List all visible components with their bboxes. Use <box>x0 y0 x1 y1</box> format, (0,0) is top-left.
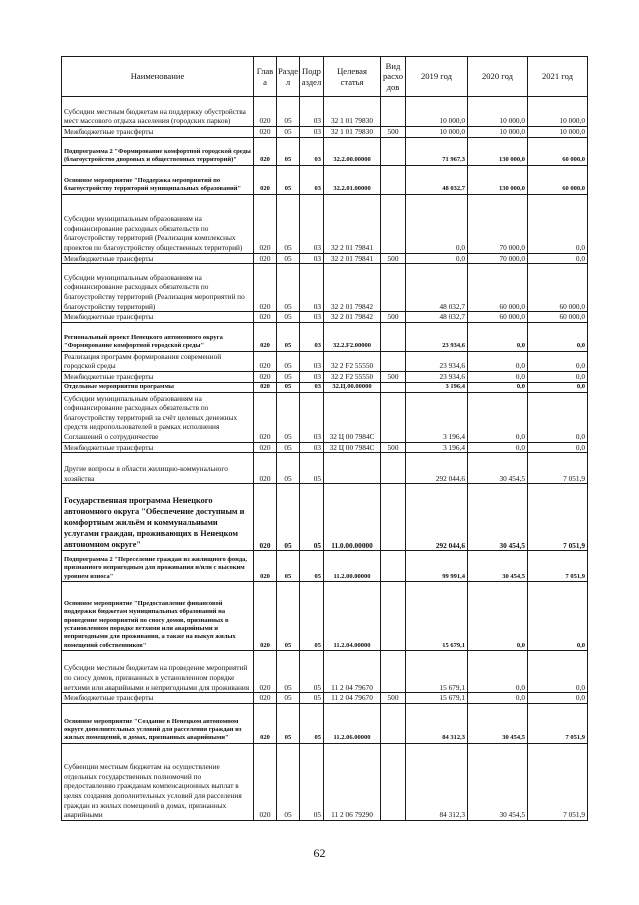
cell-glava: 020 <box>254 97 277 127</box>
cell-2020: 0,0 <box>468 382 528 392</box>
cell-name: Межбюджетные трансферты <box>62 253 254 264</box>
cell-glava: 020 <box>254 264 277 312</box>
budget-table <box>61 56 588 821</box>
cell-name: Подпрограмма 2 "Переселение граждан из жилищного фонда, признанного непригодным для проживания и/или с высоким уровнем износа" <box>62 551 254 582</box>
cell-vid <box>381 484 406 551</box>
cell-glava: 020 <box>254 165 277 194</box>
cell-2021: 7 051,9 <box>528 484 588 551</box>
table-row <box>62 651 588 693</box>
cell-vid <box>381 322 406 351</box>
cell-statya: 32.2.00.00000 <box>324 137 381 165</box>
table-row <box>62 382 588 392</box>
cell-2020: 30 454,5 <box>468 453 528 484</box>
cell-razdel: 05 <box>277 703 300 743</box>
header-2020: 2020 год <box>468 57 528 97</box>
cell-2019: 84 312,3 <box>406 743 468 820</box>
cell-statya: 11 2 04 79670 <box>324 693 381 704</box>
cell-podrazdel: 03 <box>300 97 324 127</box>
cell-razdel: 05 <box>277 453 300 484</box>
cell-vid <box>381 264 406 312</box>
table-row <box>62 264 588 312</box>
cell-2019: 23 934,6 <box>406 351 468 371</box>
cell-2019: 10 000,0 <box>406 127 468 138</box>
cell-glava: 020 <box>254 351 277 371</box>
cell-podrazdel: 03 <box>300 165 324 194</box>
cell-vid <box>381 97 406 127</box>
cell-vid <box>381 165 406 194</box>
cell-razdel: 05 <box>277 137 300 165</box>
cell-name: Межбюджетные трансферты <box>62 312 254 323</box>
cell-vid: 500 <box>381 693 406 704</box>
cell-name: Межбюджетные трансферты <box>62 127 254 138</box>
table-row <box>62 137 588 165</box>
cell-2021: 60 000,0 <box>528 165 588 194</box>
cell-podrazdel: 05 <box>300 484 324 551</box>
cell-vid: 500 <box>381 312 406 323</box>
cell-razdel: 05 <box>277 582 300 651</box>
cell-podrazdel: 05 <box>300 743 324 820</box>
table-row <box>62 127 588 138</box>
cell-2019: 23 934,6 <box>406 371 468 382</box>
cell-podrazdel: 05 <box>300 453 324 484</box>
cell-name: Подпрограмма 2 "Формирование комфортной городской среды (благоустройство дворовых и общественных территорий)" <box>62 137 254 165</box>
cell-2019: 292 044,6 <box>406 453 468 484</box>
cell-2021: 0,0 <box>528 253 588 264</box>
cell-2019: 3 196,4 <box>406 442 468 453</box>
cell-2021: 10 000,0 <box>528 127 588 138</box>
cell-2019: 71 967,3 <box>406 137 468 165</box>
cell-razdel: 05 <box>277 264 300 312</box>
cell-2020: 0,0 <box>468 322 528 351</box>
cell-razdel: 05 <box>277 442 300 453</box>
cell-2020: 0,0 <box>468 371 528 382</box>
cell-podrazdel: 05 <box>300 551 324 582</box>
cell-2019: 15 679,1 <box>406 693 468 704</box>
table-header-row <box>62 57 588 97</box>
cell-2021: 60 000,0 <box>528 137 588 165</box>
cell-2021: 0,0 <box>528 582 588 651</box>
cell-2020: 0,0 <box>468 651 528 693</box>
cell-name: Основное мероприятие "Предоставление финансовой поддержки бюджетам муниципальных образований на проведение мероприятий по сносу домов, признанных в установленном порядке ветхими или аварийными и непригодными для проживания, а также на выкуп жилых помещений собственников" <box>62 582 254 651</box>
cell-statya: 32 2 01 79842 <box>324 264 381 312</box>
cell-vid: 500 <box>381 442 406 453</box>
cell-glava: 020 <box>254 703 277 743</box>
cell-name: Отдельные мероприятия программы <box>62 382 254 392</box>
cell-2020: 70 000,0 <box>468 253 528 264</box>
cell-2021: 7 051,9 <box>528 551 588 582</box>
table-row <box>62 582 588 651</box>
header-name: Наименование <box>62 57 254 97</box>
cell-2020: 130 000,0 <box>468 137 528 165</box>
header-vid: Вид расхо дов <box>381 57 406 97</box>
cell-glava: 020 <box>254 322 277 351</box>
cell-podrazdel: 03 <box>300 371 324 382</box>
cell-statya: 32 2 01 79842 <box>324 312 381 323</box>
header-2019: 2019 год <box>406 57 468 97</box>
cell-2019: 3 196,4 <box>406 382 468 392</box>
table-row <box>62 97 588 127</box>
cell-vid: 500 <box>381 253 406 264</box>
cell-glava: 020 <box>254 484 277 551</box>
table-row <box>62 453 588 484</box>
cell-statya: 32 Ц 00 7984С <box>324 442 381 453</box>
cell-razdel: 05 <box>277 322 300 351</box>
header-2021: 2021 год <box>528 57 588 97</box>
cell-razdel: 05 <box>277 127 300 138</box>
table-row <box>62 351 588 371</box>
cell-2020: 70 000,0 <box>468 194 528 253</box>
cell-glava: 020 <box>254 453 277 484</box>
cell-razdel: 05 <box>277 371 300 382</box>
cell-razdel: 05 <box>277 743 300 820</box>
cell-2021: 0,0 <box>528 693 588 704</box>
cell-vid <box>381 582 406 651</box>
cell-2019: 3 196,4 <box>406 392 468 442</box>
cell-2020: 130 000,0 <box>468 165 528 194</box>
cell-2020: 0,0 <box>468 442 528 453</box>
cell-statya: 32 1 01 79830 <box>324 127 381 138</box>
cell-vid <box>381 453 406 484</box>
cell-name: Субсидии местным бюджетам на проведение мероприятий по сносу домов, признанных в установленном порядке ветхими или аварийными и непригодными для проживания <box>62 651 254 693</box>
cell-2019: 292 044,6 <box>406 484 468 551</box>
header-glava: Глав а <box>254 57 277 97</box>
cell-podrazdel: 03 <box>300 137 324 165</box>
cell-2019: 48 032,7 <box>406 312 468 323</box>
cell-2020: 0,0 <box>468 582 528 651</box>
cell-razdel: 05 <box>277 551 300 582</box>
cell-razdel: 05 <box>277 253 300 264</box>
cell-podrazdel: 03 <box>300 264 324 312</box>
cell-2020: 30 454,5 <box>468 484 528 551</box>
cell-statya: 11.0.00.00000 <box>324 484 381 551</box>
cell-2019: 23 934,6 <box>406 322 468 351</box>
cell-razdel: 05 <box>277 484 300 551</box>
cell-statya: 32.Ц.00.00000 <box>324 382 381 392</box>
cell-razdel: 05 <box>277 351 300 371</box>
cell-glava: 020 <box>254 312 277 323</box>
cell-razdel: 05 <box>277 165 300 194</box>
table-row <box>62 693 588 704</box>
cell-podrazdel: 05 <box>300 651 324 693</box>
cell-podrazdel: 05 <box>300 582 324 651</box>
header-razdel: Разде л <box>277 57 300 97</box>
cell-statya: 32 2 F2 55550 <box>324 371 381 382</box>
cell-2020: 30 454,5 <box>468 743 528 820</box>
table-row <box>62 743 588 820</box>
cell-razdel: 05 <box>277 312 300 323</box>
cell-2021: 7 051,9 <box>528 743 588 820</box>
cell-statya: 32 Ц 00 7984С <box>324 392 381 442</box>
cell-glava: 020 <box>254 551 277 582</box>
cell-vid <box>381 137 406 165</box>
cell-vid <box>381 651 406 693</box>
cell-2020: 0,0 <box>468 693 528 704</box>
cell-statya: 11.2.00.00000 <box>324 551 381 582</box>
cell-2021: 60 000,0 <box>528 264 588 312</box>
cell-glava: 020 <box>254 651 277 693</box>
cell-name: Государственная программа Ненецкого автономного округа "Обеспечение доступным и комфортным жильём и коммунальными услугами граждан, проживающих в Ненецком автономном округе" <box>62 484 254 551</box>
header-podrazdel: Подр аздел <box>300 57 324 97</box>
cell-name: Межбюджетные трансферты <box>62 693 254 704</box>
cell-name: Межбюджетные трансферты <box>62 442 254 453</box>
cell-name: Субсидии муниципальным образованиям на софинансирование расходных обязательств по благоустройству территорий за счёт целевых денежных средств недропользователей в рамках исполнения Соглашений о сотрудничестве <box>62 392 254 442</box>
cell-glava: 020 <box>254 582 277 651</box>
cell-glava: 020 <box>254 371 277 382</box>
cell-glava: 020 <box>254 743 277 820</box>
cell-glava: 020 <box>254 253 277 264</box>
table-row <box>62 703 588 743</box>
cell-2021: 0,0 <box>528 351 588 371</box>
cell-statya: 11 2 04 79670 <box>324 651 381 693</box>
cell-2019: 0,0 <box>406 253 468 264</box>
cell-podrazdel: 03 <box>300 351 324 371</box>
cell-name: Основное мероприятие "Поддержка мероприятий по благоустройству территорий муниципальных образований" <box>62 165 254 194</box>
cell-2020: 0,0 <box>468 392 528 442</box>
cell-name: Субсидии муниципальным образованиям на софинансирование расходных обязательств по благоустройству территорий (Реализация комплексных проектов по благоустройству общественных территорий) <box>62 194 254 253</box>
cell-podrazdel: 05 <box>300 703 324 743</box>
cell-name: Субвенции местным бюджетам на осуществление отдельных государственных полномочий по предоставлению гражданам компенсационных выплат в целях создания дополнительных условий для расселения граждан из жилых помещений в домах, признанных аварийными <box>62 743 254 820</box>
cell-vid <box>381 382 406 392</box>
cell-podrazdel: 03 <box>300 312 324 323</box>
cell-statya: 32 2 F2 55550 <box>324 351 381 371</box>
cell-2019: 0,0 <box>406 194 468 253</box>
cell-2019: 48 032,7 <box>406 165 468 194</box>
cell-2019: 84 312,3 <box>406 703 468 743</box>
cell-vid <box>381 194 406 253</box>
cell-name: Субсидии муниципальным образованиям на софинансирование расходных обязательств по благоустройству территорий (Реализация мероприятий по благоустройству территорий) <box>62 264 254 312</box>
cell-glava: 020 <box>254 137 277 165</box>
cell-vid <box>381 551 406 582</box>
cell-name: Основное мероприятие "Создание в Ненецком автономном округе дополнительных условий для расселения граждан из жилых помещений, в домах, признанных аварийными" <box>62 703 254 743</box>
table-row <box>62 253 588 264</box>
cell-2020: 30 454,5 <box>468 703 528 743</box>
cell-glava: 020 <box>254 127 277 138</box>
cell-2020: 30 454,5 <box>468 551 528 582</box>
cell-statya: 32 2 01 79841 <box>324 194 381 253</box>
cell-2020: 10 000,0 <box>468 97 528 127</box>
cell-2019: 15 679,1 <box>406 651 468 693</box>
cell-statya: 32.2.F2.00000 <box>324 322 381 351</box>
cell-glava: 020 <box>254 382 277 392</box>
cell-razdel: 05 <box>277 693 300 704</box>
cell-podrazdel: 03 <box>300 442 324 453</box>
cell-2021: 7 051,9 <box>528 453 588 484</box>
cell-statya: 32.2.01.00000 <box>324 165 381 194</box>
cell-razdel: 05 <box>277 651 300 693</box>
cell-statya: 11.2.06.00000 <box>324 703 381 743</box>
cell-podrazdel: 03 <box>300 392 324 442</box>
cell-razdel: 05 <box>277 194 300 253</box>
cell-statya: 11 2 06 79290 <box>324 743 381 820</box>
table-row <box>62 371 588 382</box>
cell-2021: 10 000,0 <box>528 97 588 127</box>
cell-name: Межбюджетные трансферты <box>62 371 254 382</box>
cell-podrazdel: 03 <box>300 322 324 351</box>
cell-2021: 0,0 <box>528 194 588 253</box>
cell-vid: 500 <box>381 127 406 138</box>
cell-razdel: 05 <box>277 97 300 127</box>
cell-2020: 60 000,0 <box>468 264 528 312</box>
cell-2021: 7 051,9 <box>528 703 588 743</box>
page-number: 62 <box>313 846 326 860</box>
cell-podrazdel: 03 <box>300 253 324 264</box>
cell-2021: 0,0 <box>528 382 588 392</box>
cell-2020: 10 000,0 <box>468 127 528 138</box>
cell-2020: 60 000,0 <box>468 312 528 323</box>
cell-podrazdel: 05 <box>300 693 324 704</box>
cell-2021: 0,0 <box>528 392 588 442</box>
cell-2021: 0,0 <box>528 651 588 693</box>
cell-2019: 10 000,0 <box>406 97 468 127</box>
table-row <box>62 194 588 253</box>
cell-name: Реализация программ формирования современной городской среды <box>62 351 254 371</box>
cell-2019: 48 032,7 <box>406 264 468 312</box>
cell-vid: 500 <box>381 371 406 382</box>
table-row <box>62 551 588 582</box>
cell-2021: 60 000,0 <box>528 312 588 323</box>
table-row <box>62 442 588 453</box>
cell-name: Другие вопросы в области жилищно-коммунального хозяйства <box>62 453 254 484</box>
cell-name: Субсидии местным бюджетам на поддержку обустройства мест массового отдыха населения (городских парков) <box>62 97 254 127</box>
cell-statya: 11.2.04.00000 <box>324 582 381 651</box>
cell-glava: 020 <box>254 392 277 442</box>
cell-vid <box>381 703 406 743</box>
header-statya: Целевая статья <box>324 57 381 97</box>
cell-name: Региональный проект Ненецкого автономного округа "Формирование комфортной городской среды" <box>62 322 254 351</box>
table-row <box>62 322 588 351</box>
table-row <box>62 312 588 323</box>
table-row <box>62 165 588 194</box>
cell-vid <box>381 743 406 820</box>
cell-statya: 32 2 01 79841 <box>324 253 381 264</box>
cell-glava: 020 <box>254 442 277 453</box>
cell-podrazdel: 03 <box>300 382 324 392</box>
cell-razdel: 05 <box>277 382 300 392</box>
cell-razdel: 05 <box>277 392 300 442</box>
cell-2021: 0,0 <box>528 371 588 382</box>
cell-statya: 32 1 01 79830 <box>324 97 381 127</box>
table-row <box>62 484 588 551</box>
cell-glava: 020 <box>254 693 277 704</box>
cell-vid <box>381 392 406 442</box>
cell-2021: 0,0 <box>528 322 588 351</box>
cell-podrazdel: 03 <box>300 127 324 138</box>
table-row <box>62 392 588 442</box>
cell-vid <box>381 351 406 371</box>
cell-2020: 0,0 <box>468 351 528 371</box>
cell-2019: 15 679,1 <box>406 582 468 651</box>
cell-2021: 0,0 <box>528 442 588 453</box>
cell-glava: 020 <box>254 194 277 253</box>
cell-statya <box>324 453 381 484</box>
cell-podrazdel: 03 <box>300 194 324 253</box>
cell-2019: 99 991,4 <box>406 551 468 582</box>
